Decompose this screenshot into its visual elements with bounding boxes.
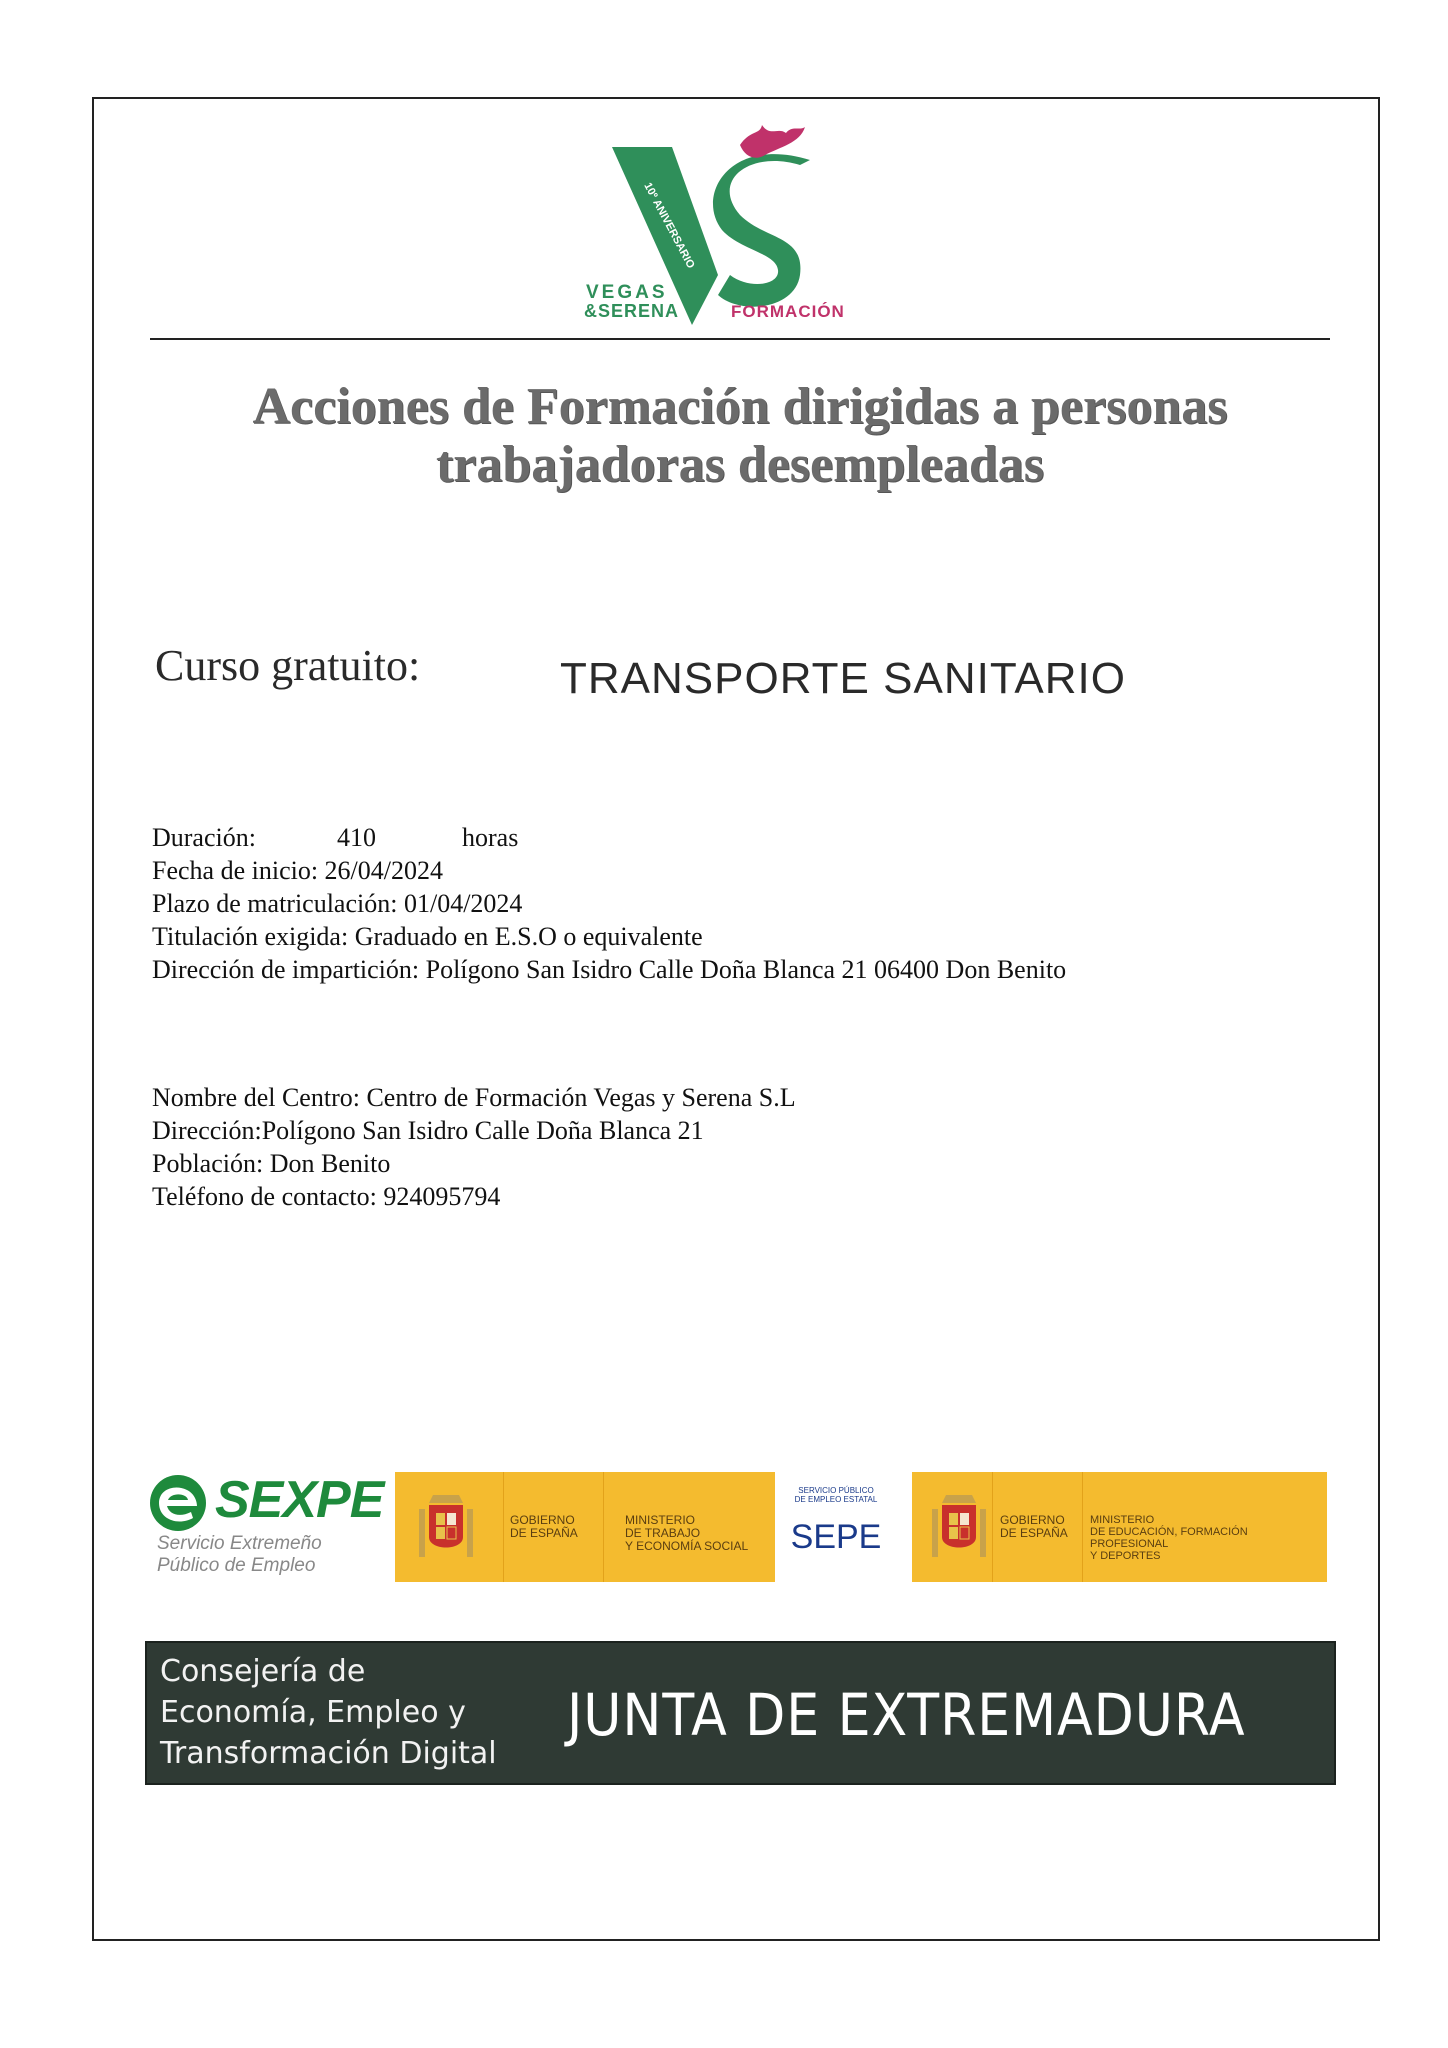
spain-coat-of-arms-icon-2 [924,1487,994,1567]
gob1-min-line3: Y ECONOMÍA SOCIAL [625,1539,749,1553]
sexpe-logo [145,1470,384,1580]
duration-row [152,821,1066,854]
sexpe-subtitle [157,1533,322,1577]
gobierno-trabajo-logo [395,1472,775,1582]
center-phone: Teléfono de contacto: 924095794 [152,1182,501,1211]
center-address: Dirección:Polígono San Isidro Calle Doña Blanca 21 [152,1116,704,1145]
duration-unit: horas [462,823,519,852]
required-degree: Titulación exigida: Graduado en E.S.O o equivalente [152,922,703,951]
sexpe-name: SEXPE [215,1471,384,1529]
course-details [152,821,1066,986]
center-details [152,1081,796,1213]
gob1-divider-1 [503,1472,504,1582]
junta-name: JUNTA DE EXTREMADURA [567,1681,1246,1749]
gob1-ministerio [625,1514,748,1553]
sexpe-sub-line1: Servicio Extremeño [157,1533,322,1554]
duration-value: 410 [337,823,376,852]
gobierno-educacion-logo [912,1472,1327,1582]
start-date: Fecha de inicio: 26/04/2024 [152,856,444,885]
consejeria-line1: Consejería de [160,1654,366,1689]
sepe-name: SEPE [790,1518,882,1556]
sepe-caption [786,1486,886,1504]
gob2-divider-1 [992,1472,993,1582]
gob2-gobierno-line1: GOBIERNO [1000,1513,1065,1527]
gob2-min-line2: DE EDUCACIÓN, FORMACIÓN PROFESIONAL [1090,1526,1248,1550]
logo-line1: VEGAS [586,282,668,303]
junta-extremadura-banner [145,1641,1336,1785]
gob2-gobierno [1000,1514,1068,1540]
page-headline [120,378,1360,494]
gob1-divider-2 [603,1472,604,1582]
sepe-caption-line1: SERVICIO PÚBLICO [798,1486,874,1495]
center-town: Población: Don Benito [152,1149,391,1178]
course-label: Curso gratuito: [155,641,421,690]
gob1-gobierno [510,1514,578,1540]
gob2-ministerio [1090,1514,1327,1562]
sexpe-sub-line2: Público de Empleo [157,1555,316,1576]
course-name: TRANSPORTE SANITARIO [560,654,1127,703]
gob1-gobierno-line2: DE ESPAÑA [510,1526,578,1540]
sexpe-e-icon [145,1472,213,1534]
headline-line1: Acciones de Formación dirigidas a personas [252,378,1228,435]
consejeria-line2: Economía, Empleo y [160,1695,466,1730]
course-address: Dirección de impartición: Polígono San Isidro Calle Doña Blanca 21 06400 Don Benito [152,955,1067,984]
vegas-serena-logo [584,125,860,330]
gob2-min-line3: Y DEPORTES [1090,1550,1161,1562]
gob2-min-line1: MINISTERIO [1090,1514,1155,1526]
sepe-caption-line2: DE EMPLEO ESTATAL [794,1495,878,1504]
center-name: Nombre del Centro: Centro de Formación Vegas y Serena S.L [152,1083,796,1112]
gob1-min-line1: MINISTERIO [625,1513,696,1527]
consejeria-name [160,1651,497,1774]
gob1-min-line2: DE TRABAJO [625,1526,701,1540]
logo-line2: &SERENA [584,301,680,321]
logo-line3: FORMACIÓN [731,302,845,321]
header-rule [150,338,1330,340]
duration-label: Duración: [152,823,256,852]
sepe-logo [782,1472,890,1582]
gob2-gobierno-line2: DE ESPAÑA [1000,1526,1068,1540]
enrollment-deadline: Plazo de matriculación: 01/04/2024 [152,889,523,918]
consejeria-line3: Transformación Digital [160,1736,497,1771]
spain-coat-of-arms-icon [411,1487,481,1567]
headline-line2: trabajadoras desempleadas [435,436,1045,493]
gob2-divider-2 [1082,1472,1083,1582]
logo-ribbon-text: 10º ANIVERSARIO [641,180,697,271]
gob1-gobierno-line1: GOBIERNO [510,1513,575,1527]
